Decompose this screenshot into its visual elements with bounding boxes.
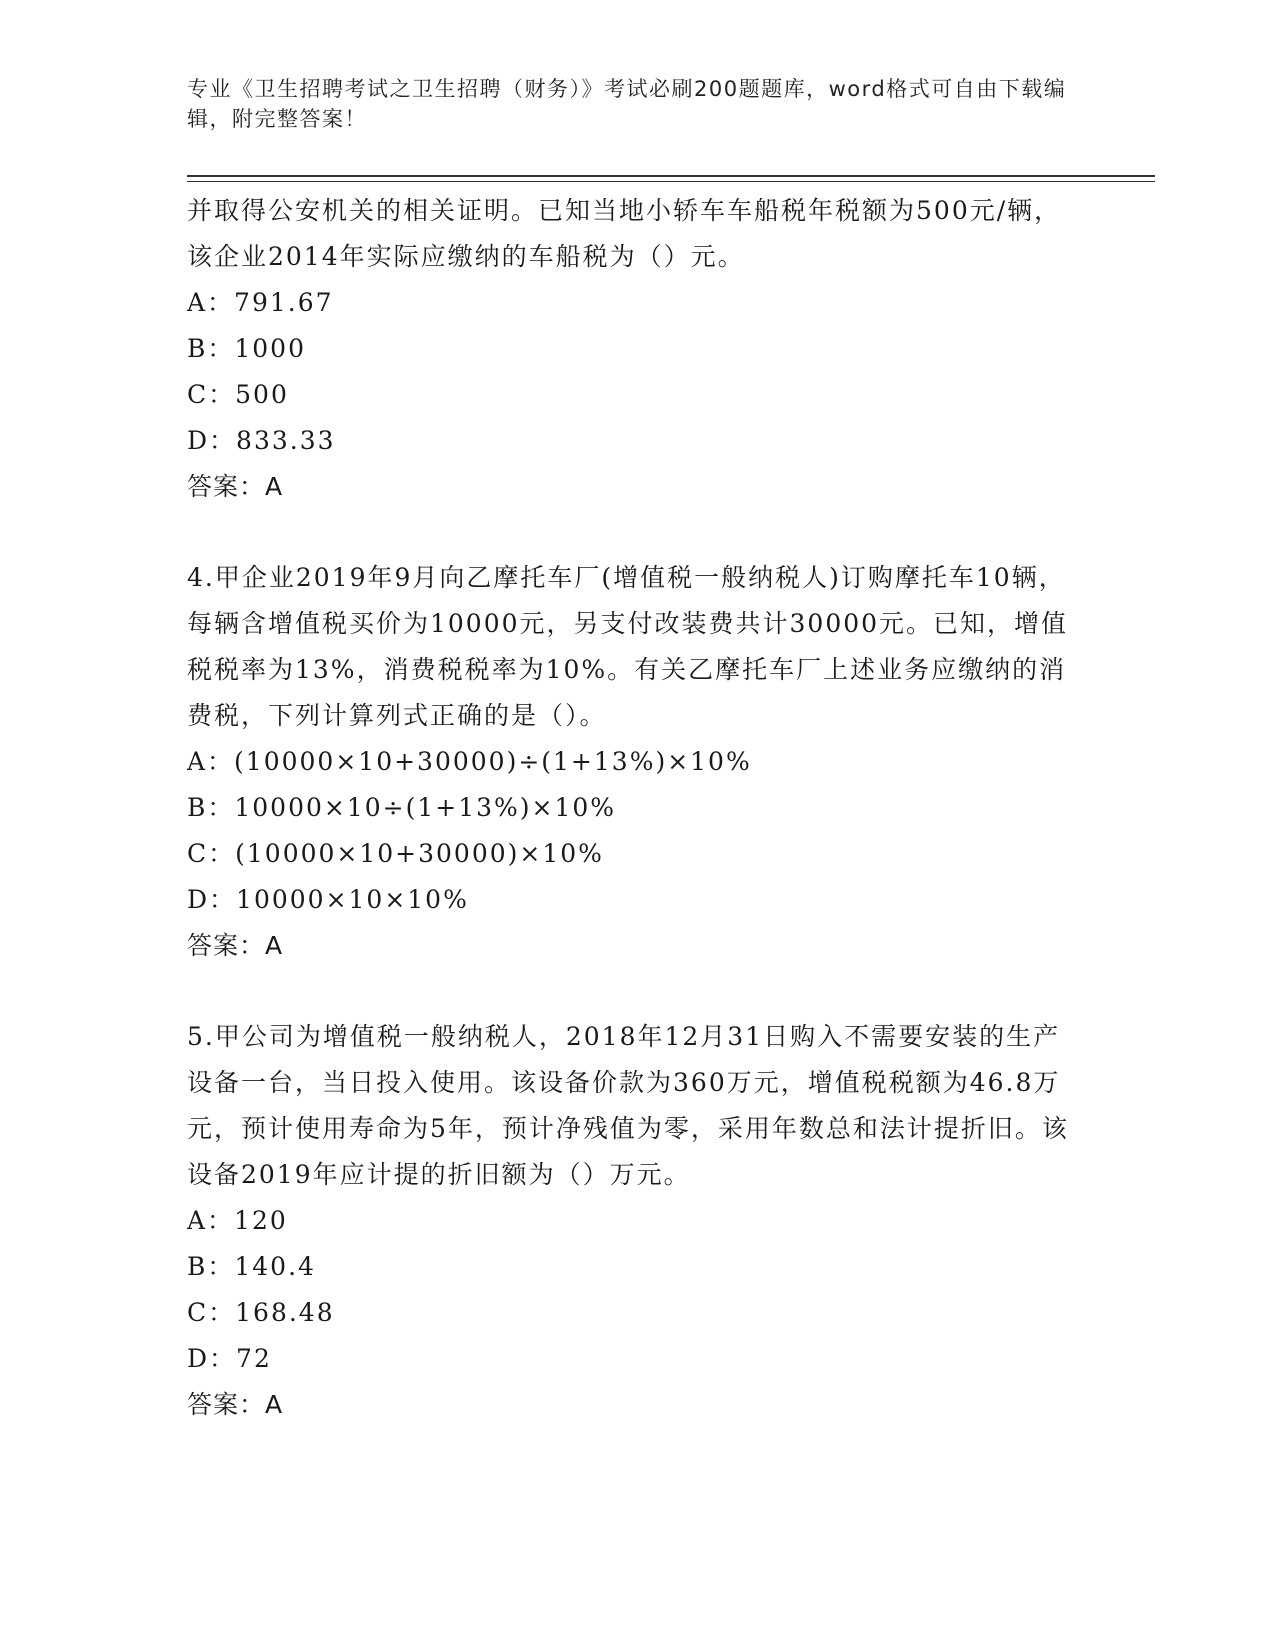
option-d: D：10000×10×10% (187, 885, 469, 914)
header-divider-thick (187, 175, 1155, 177)
option-c: C：500 (187, 380, 289, 409)
option-b: B：140.4 (187, 1252, 316, 1281)
option-b: B：10000×10÷(1+13%)×10% (187, 793, 617, 822)
option-c: C：168.48 (187, 1298, 335, 1327)
document-body (187, 188, 1087, 1473)
option-a: A：(10000×10+30000)÷(1+13%)×10% (187, 747, 752, 776)
option-c: C：(10000×10+30000)×10% (187, 839, 604, 868)
question-text: 并取得公安机关的相关证明。已知当地小轿车车船税年税额为500元/辆，该企业2014年实际应缴纳的车船税为（）元。 (187, 196, 1062, 271)
header-divider-thin (187, 181, 1155, 182)
question-3 (187, 188, 1087, 510)
option-a: A：791.67 (187, 288, 334, 317)
question-4 (187, 555, 1087, 969)
answer-line: 答案：A (187, 1390, 284, 1419)
question-text: 5.甲公司为增值税一般纳税人，2018年12月31日购入不需要安装的生产设备一台，当日投入使用。该设备价款为360万元，增值税税额为46.8万元，预计使用寿命为5年，预计净残值为零，采用年数总和法计提折旧。该设备2019年应计提的折旧额为（）万元。 (187, 1022, 1069, 1189)
answer-line: 答案：A (187, 931, 284, 960)
option-b: B：1000 (187, 334, 306, 363)
option-d: D：72 (187, 1344, 272, 1373)
option-a: A：120 (187, 1206, 288, 1235)
page-header (187, 74, 1067, 134)
question-5 (187, 1014, 1087, 1428)
document-title: 专业《卫生招聘考试之卫生招聘（财务）》考试必刷200题题库，word格式可自由下载编辑，附完整答案！ (187, 77, 1067, 131)
question-text: 4.甲企业2019年9月向乙摩托车厂(增值税一般纳税人)订购摩托车10辆，每辆含增值税买价为10000元，另支付改装费共计30000元。已知，增值税税率为13%，消费税税率为10%。有关乙摩托车厂上述业务应缴纳的消费税，下列计算列式正确的是（）。 (187, 563, 1069, 730)
answer-line: 答案：A (187, 472, 284, 501)
option-d: D：833.33 (187, 426, 336, 455)
